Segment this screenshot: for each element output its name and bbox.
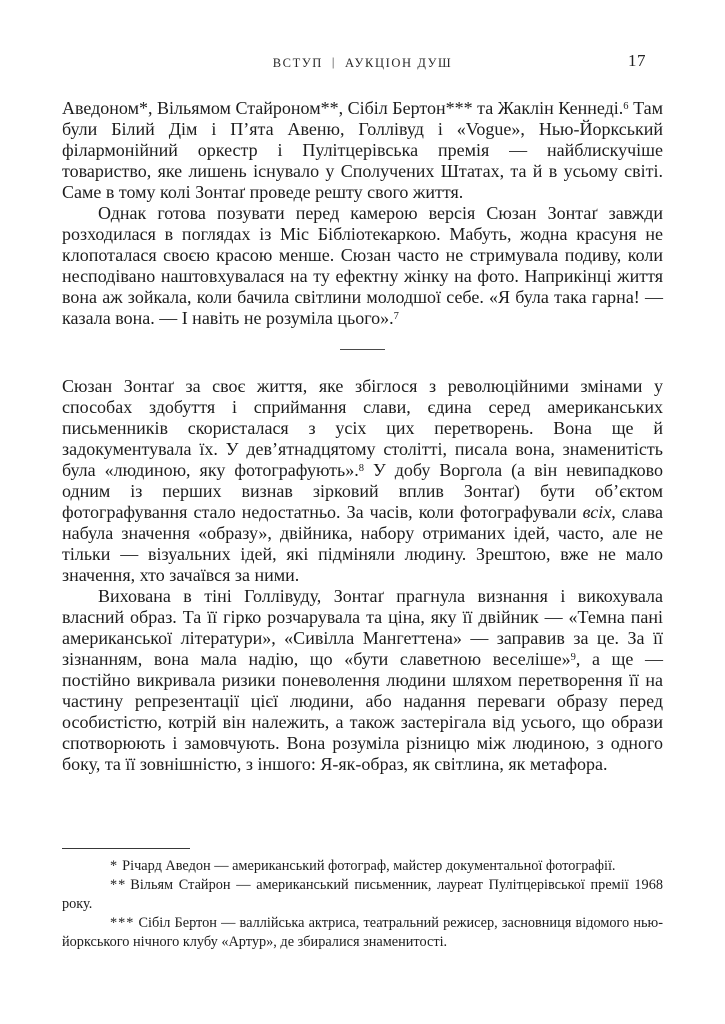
footnote-reference: 7 — [393, 311, 399, 322]
footnote-marker: ** — [110, 877, 127, 893]
paragraph — [62, 376, 663, 586]
footnote-list — [62, 857, 663, 952]
italic-text: всіх — [582, 502, 612, 522]
footnote-text: Вільям Стайрон — американський письменник, лауреат Пулітцерівської премії 1968 року. — [62, 877, 663, 912]
running-title-divider: | — [331, 55, 337, 69]
text-segment: Сюзан Зонтаґ за своє життя, яке збіглося з революційними змінами у способах здобуття і сприймання слави, єдина серед американських письменників скористалася з усіх цих перетворень. Вона ще й задокументувала їх. У дев’ятнадцятому столітті, писала вона, знаменитість була «людиною, яку фотографують». — [62, 376, 663, 480]
footnote-reference: 9 — [570, 652, 576, 663]
footnote — [62, 914, 663, 952]
section-separator — [340, 349, 385, 350]
footnotes-section — [62, 848, 663, 952]
footnote-reference: 8 — [358, 463, 365, 474]
page-number: 17 — [628, 51, 646, 70]
footnote-rule — [62, 848, 190, 849]
footnote-reference: 6 — [623, 101, 629, 112]
body-text — [62, 98, 663, 775]
footnote-marker: * — [110, 858, 119, 874]
text-column — [62, 98, 663, 848]
paragraph — [62, 98, 663, 203]
running-title-chapter: АУКЦІОН ДУШ — [345, 56, 453, 70]
footnote — [62, 876, 663, 914]
paragraph — [62, 586, 663, 775]
footnote — [62, 857, 663, 876]
paragraph — [62, 203, 663, 329]
footnote-text: Річард Аведон — американський фотограф, майстер документальної фотографії. — [122, 858, 616, 874]
text-segment: , а ще — постійно викривала ризики поневолення людини шляхом перетворення її на частину репрезентації цієї людини, або надання переваги образу перед особистістю, котрій він належить, а також застерігала від усього, що образи спотворюють і замовчують. Вона розуміла різницю між людиною, з одного боку, та її зовнішністю, з іншого: Я-як-образ, як світлина, як метафора. — [62, 649, 663, 774]
text-segment: У добу Воргола (а він невипадково одним із перших визнав зірковий вплив Зонтаґ) бути об’єктом фотографування стало недостатньо. За часів, коли фотографували — [62, 460, 663, 522]
running-header — [62, 51, 663, 72]
footnote-text: Сібіл Бертон — валлійська актриса, театральний режисер, засновниця відомого нью-йоркського нічного клубу «Артур», де збиралися знаменитості. — [62, 915, 663, 950]
footnote-marker: *** — [110, 915, 135, 931]
running-title — [62, 51, 663, 72]
running-title-section: ВСТУП — [272, 56, 323, 70]
text-segment: , слава набула значення «образу», двійника, набору отриманих ідей, часто, але не тільки — візуальних ідей, які підміняли людину. Зрештою, вже не мало значення, хто зачаївся за ними. — [62, 502, 663, 585]
text-segment: Вихована в тіні Голлівуду, Зонтаґ прагнула визнання і викохувала власний образ. Та її гірко розчарувала та ціна, яку її двійник — «Темна пані американської літератури», «Сивілла Мангеттена» — заправив за це. За її зізнанням, вона мала надію, що «бути славетною веселіше» — [62, 586, 663, 669]
text-segment: Аведоном*, Вільямом Стайроном**, Сібіл Бертон*** та Жаклін Кеннеді. — [62, 98, 624, 118]
text-segment: Однак готова позувати перед камерою версія Сюзан Зонтаґ завжди розходилася в поглядах із Міс Бібліотекаркою. Мабуть, жодна красуня не клопоталася своєю красою менше. Сюзан часто не стримувала подиву, коли несподівано наштовхувалася на ту ефектну жінку на фото. Наприкінці життя вона аж зойкала, коли бачила світлини молодшої себе. «Я була така гарна! — казала вона. — І навіть не розуміла цього». — [62, 203, 663, 328]
text-segment: Там були Білий Дім і П’ята Авеню, Голлівуд і «Vogue», Нью-Йоркський філармонійний оркестр і Пулітцерівська премія — найблискучіше товариство, яке лишень існувало у Сполучених Штатах, та й в усьому світі. Саме в тому колі Зонтаґ проведе решту свого життя. — [62, 98, 663, 202]
